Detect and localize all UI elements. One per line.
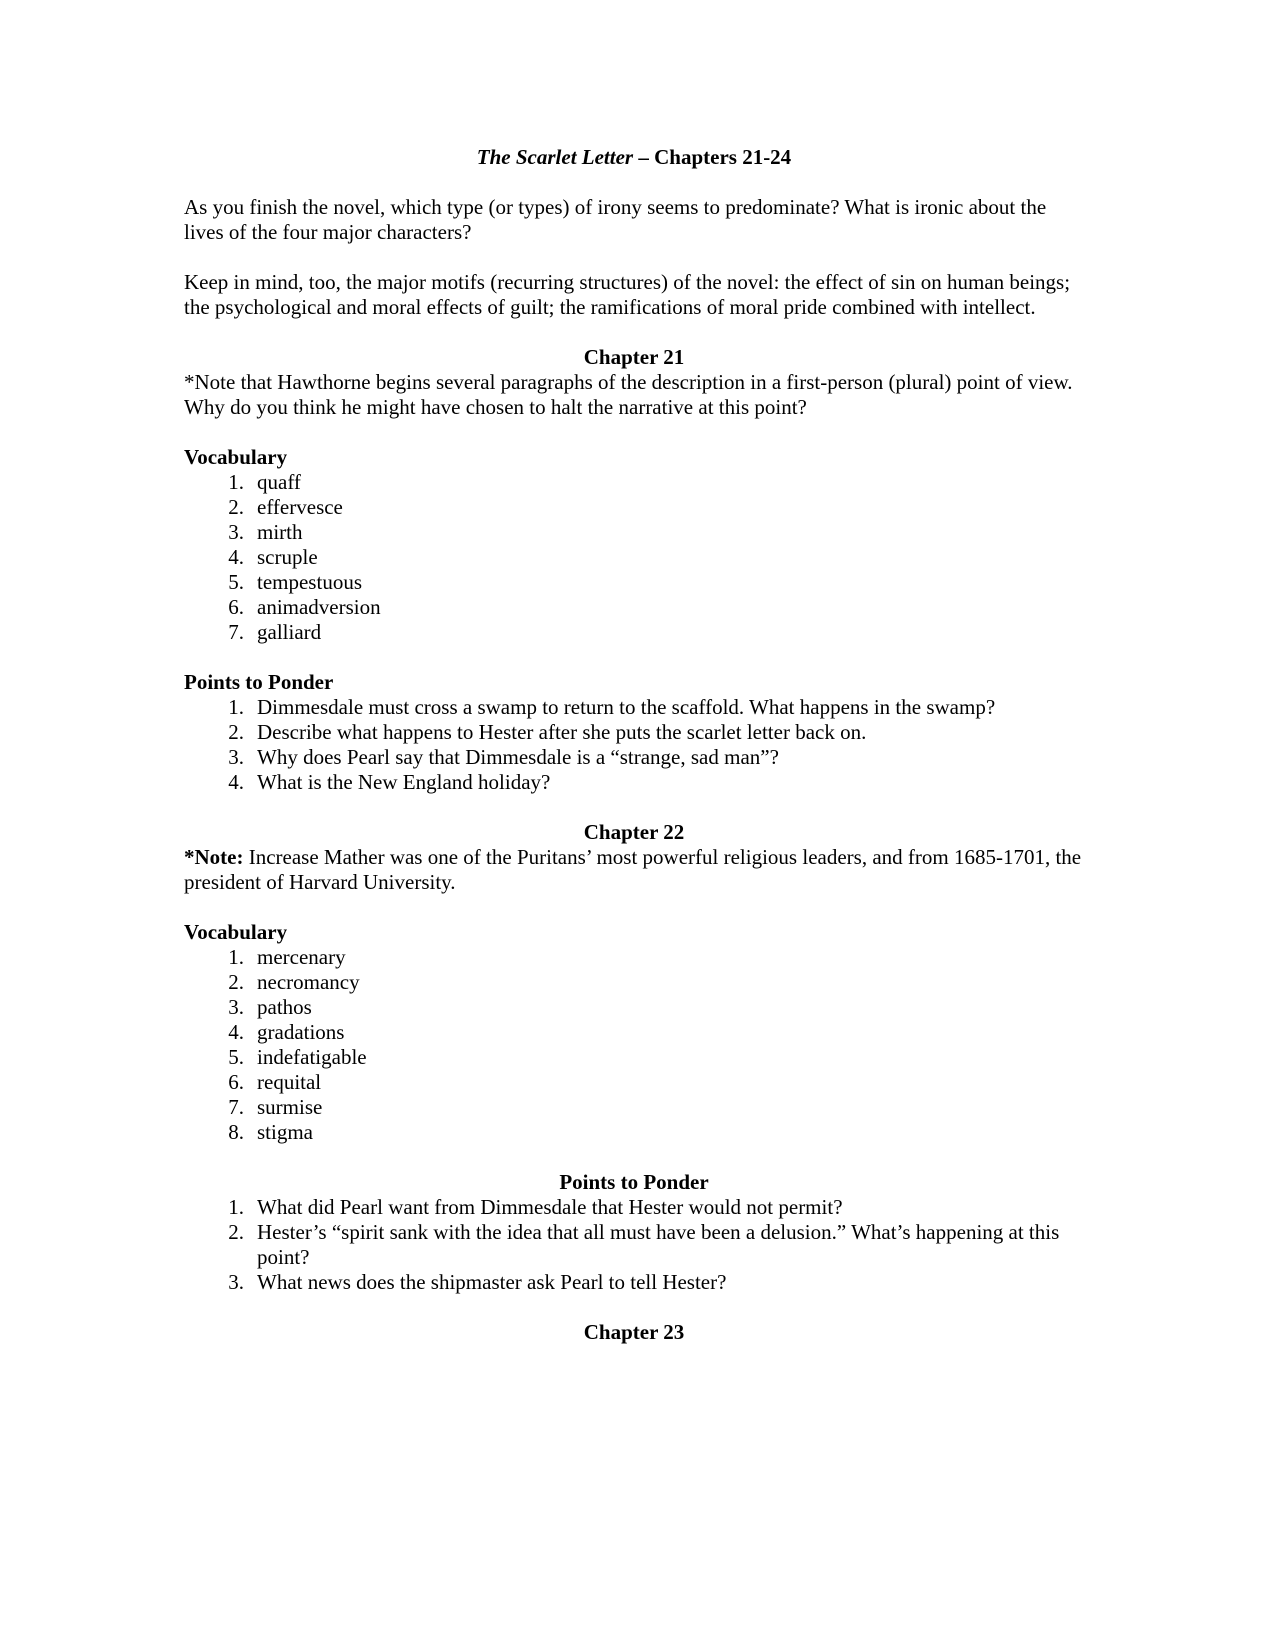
chapter-21-note: *Note that Hawthorne begins several paragraphs of the description in a first-person (plural) point of view. Why do you think he might have chosen to halt the narrative at this point?	[184, 370, 1073, 419]
intro-paragraph-1: As you finish the novel, which type (or types) of irony seems to predominate? What is ironic about the lives of the four major characters?	[184, 195, 1047, 244]
list-item: 4. scruple	[228, 545, 318, 569]
list-item: 1. mercenary	[228, 945, 346, 969]
note-text: Increase Mather was one of the Puritans’ most powerful religious leaders, and from 1685-1701, the president of Harvard University.	[184, 845, 1082, 894]
list-item: 1. quaff	[228, 470, 301, 494]
title-italic: The Scarlet Letter	[476, 145, 634, 169]
list-item: 3. pathos	[228, 995, 312, 1019]
chapter-22-ponder-heading: Points to Ponder	[559, 1170, 709, 1194]
chapter-22-vocab-heading: Vocabulary	[184, 920, 288, 944]
list-item: 2. Hester’s “spirit sank with the idea that all must have been a delusion.” What’s happening at this point?	[228, 1220, 1060, 1269]
document-page	[184, 145, 1084, 1345]
chapter-23-heading: Chapter 23	[583, 1320, 685, 1344]
chapter-21-ponder-heading: Points to Ponder	[184, 670, 334, 694]
chapter-22-heading: Chapter 22	[583, 820, 685, 844]
list-item: 3. mirth	[228, 520, 303, 544]
list-item: 4. What is the New England holiday?	[228, 770, 551, 794]
page-title	[184, 145, 1084, 170]
chapter-22-ponder-list	[184, 1195, 1084, 1295]
chapter-22-note	[184, 845, 1084, 895]
list-item: 1. What did Pearl want from Dimmesdale that Hester would not permit?	[228, 1195, 843, 1219]
chapter-22-vocab-list	[184, 945, 1084, 1145]
list-item: 6. animadversion	[228, 595, 381, 619]
chapter-21-vocab-list	[184, 470, 1084, 645]
list-item: 8. stigma	[228, 1120, 313, 1144]
list-item: 6. requital	[228, 1070, 322, 1094]
list-item: 3. Why does Pearl say that Dimmesdale is a “strange, sad man”?	[228, 745, 779, 769]
list-item: 2. Describe what happens to Hester after she puts the scarlet letter back on.	[228, 720, 867, 744]
list-item: 4. gradations	[228, 1020, 345, 1044]
list-item: 2. effervesce	[228, 495, 343, 519]
list-item: 3. What news does the shipmaster ask Pearl to tell Hester?	[228, 1270, 727, 1294]
list-item: 7. galliard	[228, 620, 322, 644]
chapter-21-ponder-list	[184, 695, 1084, 795]
intro-paragraph-2: Keep in mind, too, the major motifs (recurring structures) of the novel: the effect of sin on human beings; the psychological and moral effects of guilt; the ramifications of moral pride combined with intellect.	[184, 270, 1071, 319]
title-rest: – Chapters 21-24	[633, 145, 792, 169]
note-label: *Note:	[184, 845, 244, 869]
list-item: 5. indefatigable	[228, 1045, 367, 1069]
list-item: 7. surmise	[228, 1095, 323, 1119]
list-item: 5. tempestuous	[228, 570, 362, 594]
list-item: 1. Dimmesdale must cross a swamp to return to the scaffold. What happens in the swamp?	[228, 695, 996, 719]
list-item: 2. necromancy	[228, 970, 360, 994]
chapter-21-heading: Chapter 21	[583, 345, 685, 369]
chapter-21-vocab-heading: Vocabulary	[184, 445, 288, 469]
